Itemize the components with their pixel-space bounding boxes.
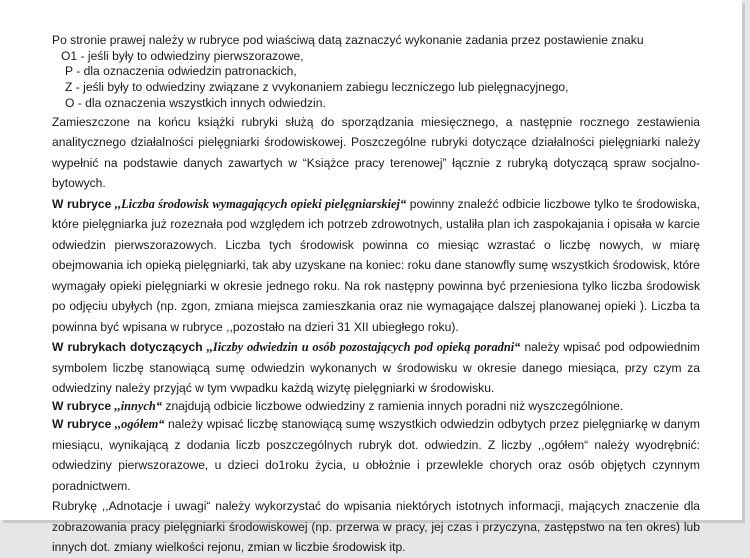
total-rubric-name: ,,ogółem“ xyxy=(114,417,165,432)
other-rubric-name: ,,innych“ xyxy=(114,398,163,413)
total-text: należy wpisać liczbę stanowiącą sumę wszystkich odwiedzin odbytych przez pielęgniarkę w danym miesiącu, wynikającą z dodania liczb poszczególnych rubryk dot. odwiedzin. Z liczby ,,ogółem“ należy wyodrębnić: odwiedziny pierwszorazowe, u dzieci do1roku życia, u obłożnie i przewlekle chorych oraz osób objętych czynnym poradnictwem. xyxy=(52,417,700,493)
total-lead: W rubryce xyxy=(52,417,115,432)
summary-paragraph: Zamieszczone na końcu książki rubryki służą do sporządzania miesięcznego, a następnie rocznego zestawienia analitycznego działalności pielęgniarki środowiskowej. Poszczególne rubryki dotyczące działalności pielęgniarki należy wypełnić na podstawie danych zawartych w “Książce pracy terenowej” łącznie z rubryką dotyczącą spraw socjalno-bytowych. xyxy=(52,114,700,191)
visit-codes-list xyxy=(52,49,700,112)
code-o: O - dla oznaczenia wszystkich innych odwiedzin. xyxy=(65,95,326,110)
intro-line: Po stronie prawej należy w rubryce pod wiaściwą datą zaznaczyć wykonanie zadania przez postawienie znaku xyxy=(52,33,644,47)
other-text: znajdują odbicie liczbowe odwiedziny z ramienia innych poradni niż wyszczególnione. xyxy=(162,398,624,413)
code-o1: O1 - jeśli były to odwiedziny pierwszorazowe, xyxy=(61,48,304,63)
other-lead: W rubryce xyxy=(52,398,115,413)
code-p: P - dla oznaczenia odwiedzin patronackich, xyxy=(65,64,297,79)
document-text xyxy=(52,33,700,558)
other-paragraph xyxy=(52,399,700,415)
environments-lead: W rubryce xyxy=(52,196,115,211)
visits-paragraph xyxy=(52,337,700,399)
total-paragraph xyxy=(52,414,700,496)
visits-text: należy wpisać pod odpowiednim symbolem liczbę stanowiącą sumę odwiedzin wykonanych w środowisku w okresie danego miesiąca, przy czym za odwiedziny należy przyjąć w tym vwpadku każdą wizytę pielęgniarki w środowisku. xyxy=(52,340,700,396)
environments-rubric-name: ,,Liczba środowisk wymagających opieki pielęgniarskiej“ xyxy=(114,196,407,211)
visits-lead: W rubrykach dotyczących xyxy=(52,340,207,355)
environments-text: powinny znaleźć odbicie liczbowe tylko te środowiska, które pielęgniarka już rozeznała pod względem ich potrzeb zdrowotnych, ustaliła plan ich zaspokajania i opisała w karcie odwiedzin pierwszorazowych. Liczba tych środowisk powinna co miesiąc wzrastać o liczbę nowych, w miarę obejmowania ich opieką pielęgniarki, tak aby uzyskane na koniec: roku dane stanowfly sumę wszystkich środowisk, które wymagały opieki pielęgniarki w okresie jednego roku. Na rok następny powinna być przeniesiona tylko liczba środowisk po odjęciu ubyłych (np. zgon, zmiana miejsca zamieszkania oraz nie wymagające dalszej planowanej opieki ). Liczba ta powinna być wpisana w rubryce ,,pozostało na dzieri 31 XII ubiegłego roku). xyxy=(52,196,701,334)
code-z: Z - jeśli były to odwiedziny związane z vvykonaniem zabiegu leczniczego lub pielęgnacyjnego, xyxy=(65,80,569,95)
notes-paragraph: Rubrykę ,,Adnotacje i uwagi“ należy wykorzystać do wpisania niektórych istotnych informacji, mających znaczenie dla zobrazowania pracy pielęgniarki środowiskowej (np. przerwa w pracy, jej czas i przyczyna, zastępstwo na ten okres) lub innych dot. zmiany wielkości rejonu, zmian w liczbie środowisk itp. xyxy=(52,499,700,555)
environments-paragraph xyxy=(52,194,700,338)
visits-rubric-name: ,,Iiczby odwiedzin u osób pozostających pod opieką poradni“ xyxy=(206,340,521,355)
